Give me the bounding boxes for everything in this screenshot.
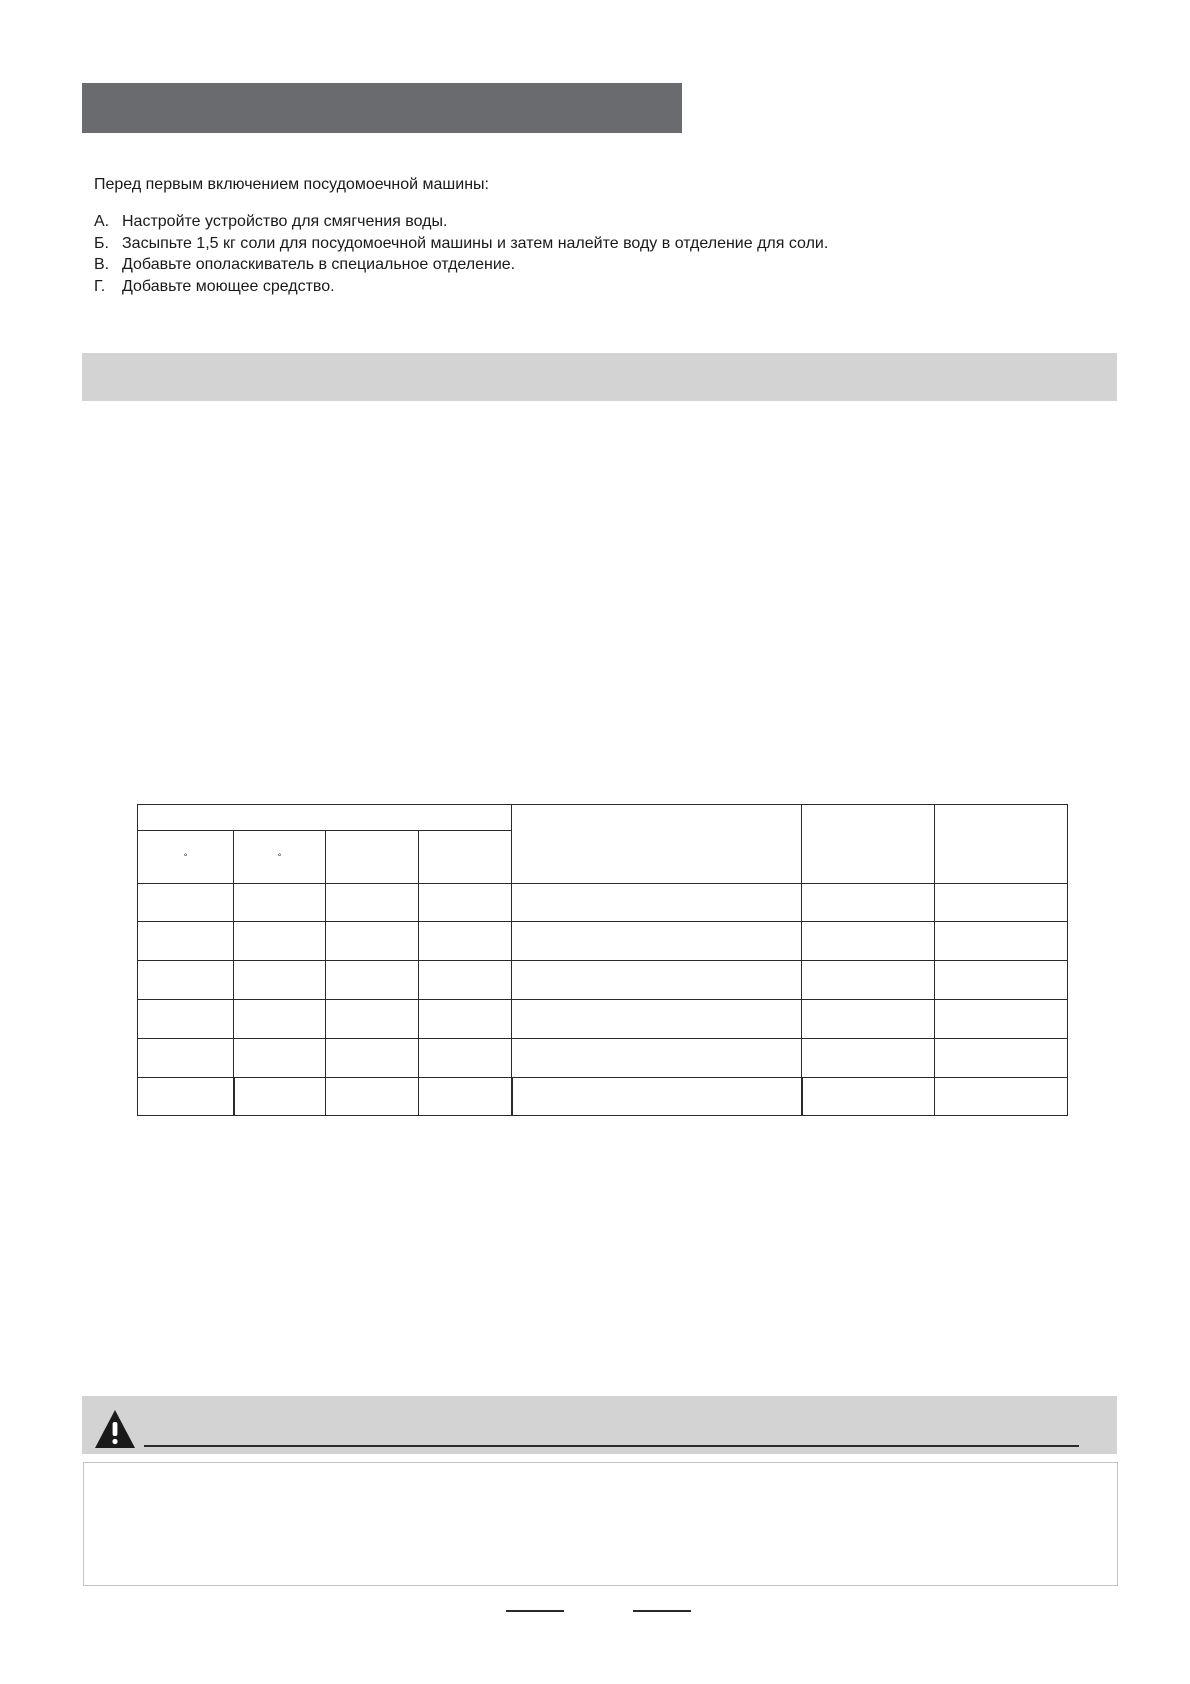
table-cell: [802, 922, 935, 961]
table-row: [138, 884, 1068, 922]
warning-underline: [144, 1445, 1079, 1447]
table-cell: [234, 1000, 326, 1039]
step-text: Настройте устройство для смягчения воды.: [122, 213, 448, 230]
table-cell: [419, 922, 512, 961]
intro-text: Перед первым включением посудомоечной машины:: [94, 176, 489, 193]
table-header-cell: [419, 831, 512, 884]
table-cell: [419, 961, 512, 1000]
table-cell: [138, 1078, 234, 1116]
warning-triangle-icon: [94, 1409, 136, 1449]
table-cell: [512, 1039, 802, 1078]
table-cell: [802, 884, 935, 922]
table-cell: [138, 1039, 234, 1078]
list-item: [94, 254, 828, 276]
table-cell: [419, 1078, 512, 1116]
table-cell: [419, 1000, 512, 1039]
water-hardness-table: [137, 804, 1068, 1116]
table-cell: [935, 1039, 1068, 1078]
table-header-row: [138, 805, 1068, 831]
table-cell: [326, 1039, 419, 1078]
table-header-cell: [512, 805, 802, 884]
table-cell: [935, 1078, 1068, 1116]
table-cell: [802, 1078, 935, 1116]
table-row: [138, 1039, 1068, 1078]
step-text: Засыпьте 1,5 кг соли для посудомоечной машины и затем налейте воду в отделение для соли.: [122, 234, 829, 252]
table-cell: [935, 922, 1068, 961]
table-header-cell: [138, 805, 512, 831]
degree-mark: °: [277, 852, 282, 862]
table-cell: [138, 1000, 234, 1039]
table-row: [138, 922, 1068, 961]
table-cell: [326, 1078, 419, 1116]
step-marker: Б.: [94, 234, 109, 252]
table-header-cell: [138, 831, 234, 884]
table-cell: [512, 922, 802, 961]
footer-line-left: [506, 1610, 564, 1612]
table-header-cell: [935, 805, 1068, 884]
step-marker: Г.: [94, 277, 106, 295]
table-header-cell: [326, 831, 419, 884]
table-cell: [935, 961, 1068, 1000]
list-item: [94, 233, 828, 255]
warning-notice-box: [83, 1462, 1118, 1586]
table-cell: [935, 1000, 1068, 1039]
table-cell: [234, 1078, 326, 1116]
table-cell: [935, 884, 1068, 922]
table-row: [138, 961, 1068, 1000]
footer-line-right: [633, 1610, 691, 1612]
step-text: Добавьте ополаскиватель в специальное отделение.: [122, 256, 516, 273]
preparation-steps-list: [94, 211, 828, 297]
table-cell: [802, 961, 935, 1000]
subsection-header-band: [82, 353, 1117, 401]
step-marker: В.: [94, 256, 110, 273]
table-cell: [802, 1039, 935, 1078]
table-cell: [512, 961, 802, 1000]
degree-mark: °: [183, 852, 188, 862]
list-item: [94, 211, 828, 233]
table-cell: [802, 1000, 935, 1039]
table-cell: [234, 884, 326, 922]
step-marker: А.: [94, 213, 110, 230]
table-cell: [512, 1078, 802, 1116]
table-cell: [234, 961, 326, 1000]
table-cell: [138, 922, 234, 961]
table-header-cell: [234, 831, 326, 884]
table-cell: [326, 1000, 419, 1039]
table-cell: [326, 884, 419, 922]
table-cell: [419, 884, 512, 922]
table-cell: [419, 1039, 512, 1078]
table-row: [138, 1000, 1068, 1039]
table-cell: [234, 922, 326, 961]
table-cell: [326, 922, 419, 961]
section-header-bar: [82, 83, 682, 133]
table-header-cell: [802, 805, 935, 884]
table-cell: [512, 884, 802, 922]
table-cell: [326, 961, 419, 1000]
table-cell: [512, 1000, 802, 1039]
list-item: [94, 276, 828, 298]
table-cell: [138, 961, 234, 1000]
step-text: Добавьте моющее средство.: [122, 277, 335, 295]
table-row: [138, 1078, 1068, 1116]
table-cell: [234, 1039, 326, 1078]
table-cell: [138, 884, 234, 922]
